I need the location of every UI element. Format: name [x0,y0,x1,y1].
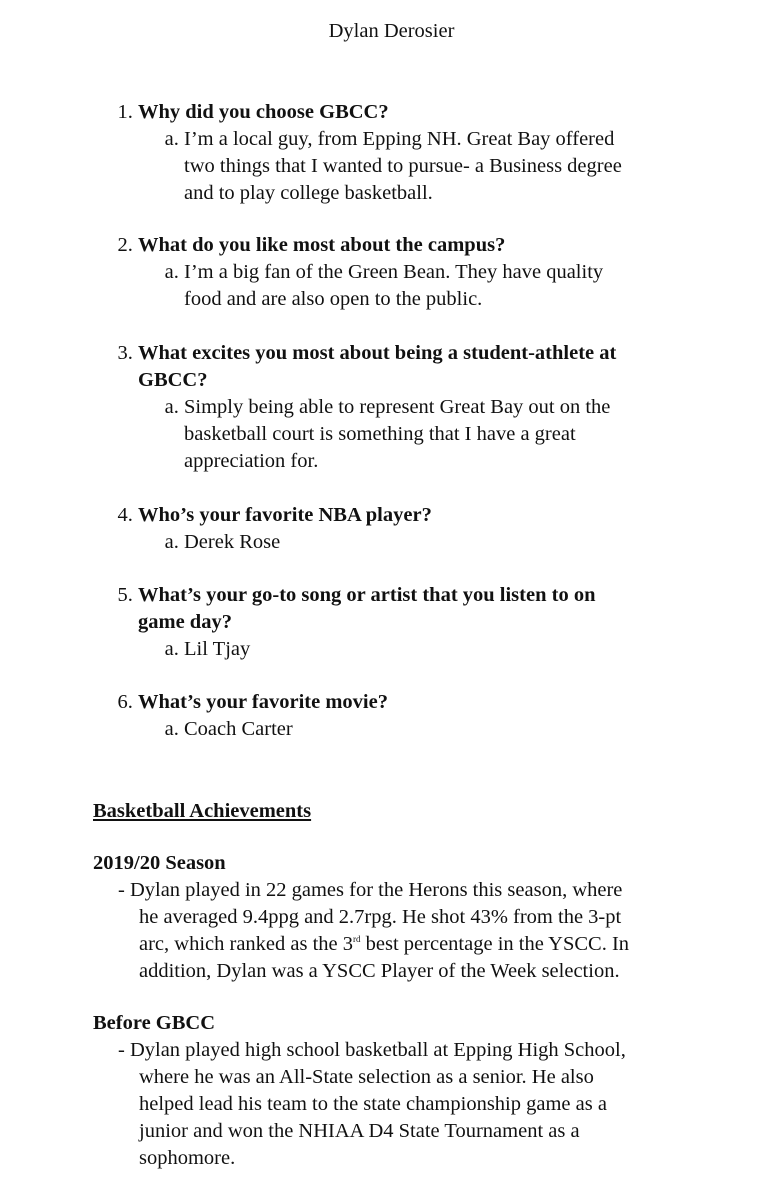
question-3 [0,340,704,475]
question-number: 3. [117,342,133,364]
paragraph-line: helped lead his team to the state championship game as a [139,1093,607,1115]
paragraph-line: - Dylan played high school basketball at Epping High School, [118,1039,626,1061]
question-text: GBCC? [138,369,208,391]
question-2 [0,232,704,313]
question-1 [0,99,704,207]
answer-text: two things that I wanted to pursue- a Business degree [184,155,622,177]
answer-text: and to play college basketball. [184,182,433,204]
answer-text: Coach Carter [184,718,293,740]
answer-label: a. [164,261,179,283]
question-number: 1. [117,101,133,123]
paragraph-line: sophomore. [139,1147,236,1169]
question-text: What do you like most about the campus? [138,234,506,256]
answer-text: food and are also open to the public. [184,288,483,310]
answer-label: a. [164,531,179,553]
question-text: What excites you most about being a student-athlete at [138,342,617,364]
achievements-heading: Basketball Achievements [93,800,312,822]
answer-text: Lil Tjay [184,638,251,660]
question-number: 4. [117,504,133,526]
question-number: 2. [117,234,133,256]
paragraph-line: where he was an All-State selection as a senior. He also [139,1066,594,1088]
question-text: game day? [138,611,232,633]
answer-text: I’m a big fan of the Green Bean. They have quality [184,261,604,283]
question-4 [0,502,704,556]
page-title: Dylan Derosier [328,20,455,42]
paragraph-line: - Dylan played in 22 games for the Herons this season, where [118,879,623,901]
answer-text: basketball court is something that I have a great [184,423,576,445]
paragraph-line: junior and won the NHIAA D4 State Tournament as a [139,1120,580,1142]
ordinal-suffix: rd [353,934,361,944]
paragraph-line: he averaged 9.4ppg and 2.7rpg. He shot 43% from the 3-pt [139,906,622,928]
question-text: What’s your favorite movie? [138,691,388,713]
question-number: 6. [117,691,133,713]
answer-label: a. [164,718,179,740]
question-number: 5. [117,584,133,606]
question-6 [0,689,704,743]
answer-label: a. [164,638,179,660]
answer-text: appreciation for. [184,450,319,472]
answer-label: a. [164,128,179,150]
before-heading: Before GBCC [93,1012,216,1034]
answer-text: Simply being able to represent Great Bay out on the [184,396,611,418]
question-text: What’s your go-to song or artist that you listen to on [138,584,596,606]
paragraph-line: arc, which ranked as the 3rd best percentage in the YSCC. In [139,933,630,955]
before-paragraph [118,1037,708,1172]
answer-text: I’m a local guy, from Epping NH. Great Bay offered [184,128,615,150]
answer-text: Derek Rose [184,531,281,553]
question-5 [0,582,704,663]
season-paragraph [118,877,708,985]
question-text: Who’s your favorite NBA player? [138,504,432,526]
season-heading: 2019/20 Season [93,852,226,874]
question-text: Why did you choose GBCC? [138,101,389,123]
answer-label: a. [164,396,179,418]
paragraph-line: addition, Dylan was a YSCC Player of the Week selection. [139,960,620,982]
